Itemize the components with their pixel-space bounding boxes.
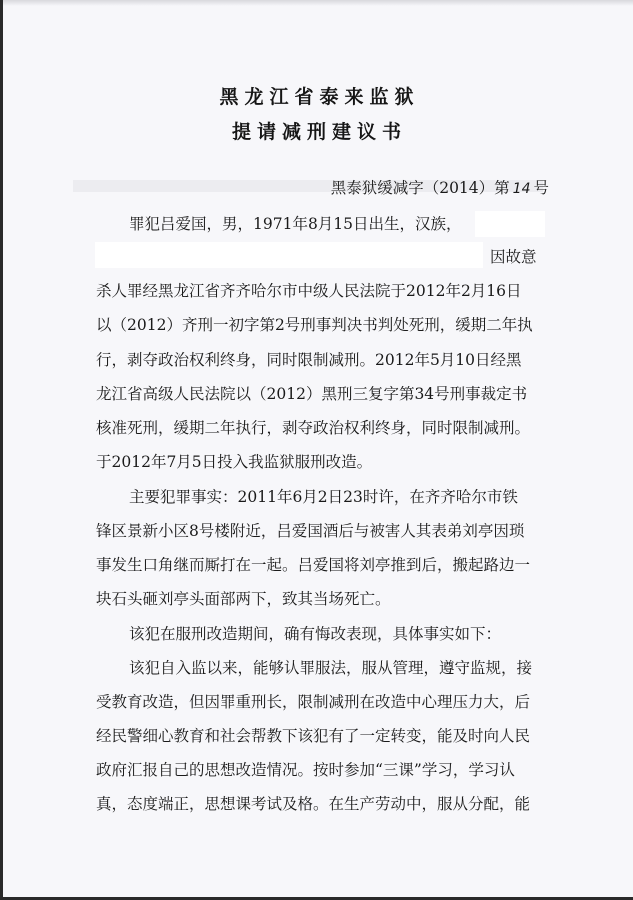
document-number-suffix: 号 <box>533 179 549 197</box>
body-line: 政府汇报自己的思想改造情况。按时参加“三课”学习，学习认 <box>96 761 515 779</box>
redaction-box <box>475 211 545 237</box>
body-line: 因故意 <box>490 248 537 266</box>
body-line: 该犯在服刑改造期间，确有悔改表现，具体事实如下： <box>129 625 502 643</box>
body-line: 该犯自入监以来，能够认罪服法，服从管理，遵守监规，接 <box>129 659 533 677</box>
body-line: 罪犯吕爱国，男，1971年8月15日出生，汉族， <box>129 215 462 233</box>
body-line: 核准死刑，缓期二年执行，剥夺政治权利终身，同时限制减刑。 <box>96 419 531 437</box>
scan-edge <box>3 0 633 6</box>
body-line: 行，剥夺政治权利终身，同时限制减刑。2012年5月10日经黑 <box>96 351 522 369</box>
body-line: 真，态度端正，思想课考试及格。在生产劳动中，服从分配，能 <box>96 795 531 813</box>
body-line: 锋区景新小区8号楼附近，吕爱国酒后与被害人其表弟刘亭因琐 <box>96 522 525 540</box>
body-line: 杀人罪经黑龙江省齐齐哈尔市中级人民法院于2012年2月16日 <box>96 282 522 300</box>
body-line: 于2012年7月5日投入我监狱服刑改造。 <box>96 453 373 471</box>
body-line: 经民警细心教育和社会帮教下该犯有了一定转变，能及时向人民 <box>96 727 531 745</box>
document-number <box>331 176 549 198</box>
body-line: 受教育改造，但因罪重刑长，限制减刑在改造中心理压力大，后 <box>96 693 531 711</box>
body-line: 龙江省高级人民法院以（2012）黑刑三复字第34号刑事裁定书 <box>96 385 528 403</box>
document-number-prefix: 黑泰狱缓减字（2014）第 <box>330 179 510 197</box>
document-title-prison: 黑龙江省泰来监狱 <box>219 86 420 108</box>
redaction-box <box>95 242 483 268</box>
body-line: 块石头砸刘亭头面部两下，致其当场死亡。 <box>96 590 391 608</box>
body-line: 主要犯罪事实：2011年6月2日23时许，在齐齐哈尔市铁 <box>129 488 518 506</box>
document-title-type: 提请减刑建议书 <box>231 121 407 143</box>
document-number-value: 14 <box>512 181 531 197</box>
body-line: 以（2012）齐刑一初字第2号刑事判决书判处死刑，缓期二年执 <box>96 316 533 334</box>
body-line: 事发生口角继而厮打在一起。吕爱国将刘亭推到后，搬起路边一 <box>96 556 531 574</box>
